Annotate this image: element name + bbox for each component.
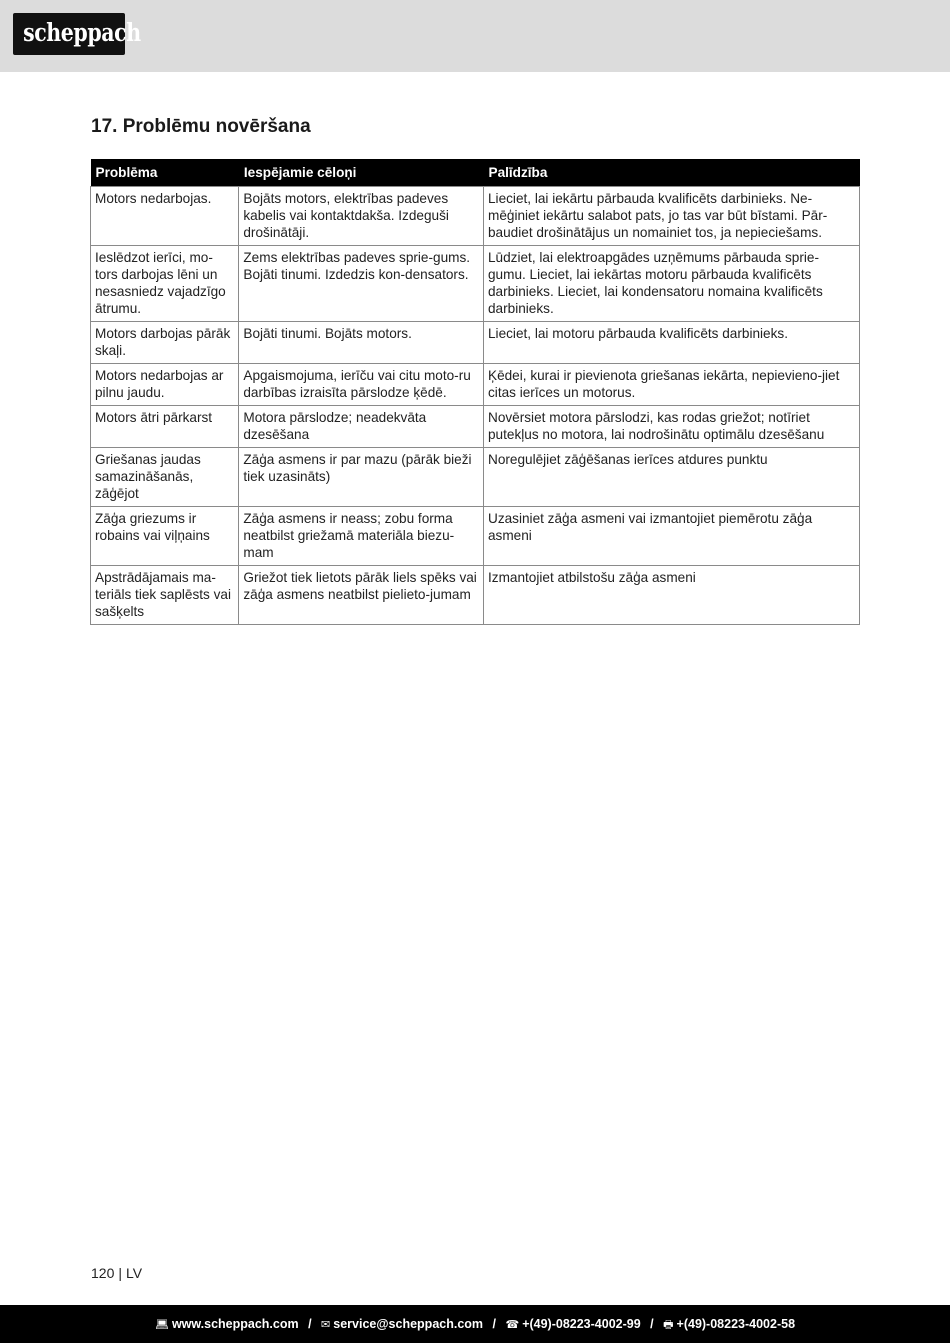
cause-cell: Bojāti tinumi. Bojāts motors.	[239, 322, 484, 364]
problem-cell: Motors nedarbojas ar pilnu jaudu.	[91, 364, 239, 406]
cause-cell: Zāģa asmens ir par mazu (pārāk bieži tiek uzasināts)	[239, 448, 484, 507]
page-number-value: 120	[91, 1265, 115, 1281]
cause-cell: Zāģa asmens ir neass; zobu forma neatbilst griežamā materiāla biezu-mam	[239, 507, 484, 566]
table-row	[91, 322, 860, 364]
cause-cell: Apgaismojuma, ierīču vai citu moto-ru darbības izraisīta pārslodze ķēdē.	[239, 364, 484, 406]
remedy-cell: Izmantojiet atbilstošu zāģa asmeni	[484, 566, 860, 625]
table-row	[91, 507, 860, 566]
remedy-cell: Uzasiniet zāģa asmeni vai izmantojiet piemērotu zāģa asmeni	[484, 507, 860, 566]
phone-number: +(49)-08223-4002-99	[522, 1317, 641, 1331]
problem-cell: Zāģa griezums ir robains vai viļņains	[91, 507, 239, 566]
footer-divider: /	[308, 1317, 312, 1331]
computer-icon: 💻︎	[154, 1319, 169, 1331]
column-header-remedy: Palīdzība	[484, 159, 860, 187]
remedy-cell: Lūdziet, lai elektroapgādes uzņēmums pārbauda sprie-gumu. Lieciet, lai iekārtas motoru pārbauda kvalificēts darbinieks. Lieciet, lai kondensatoru nomaina kvalificēts darbinieks.	[484, 246, 860, 322]
fax-number: +(49)-08223-4002-58	[676, 1317, 796, 1331]
page-number	[91, 1265, 142, 1281]
cause-cell: Bojāts motors, elektrības padeves kabelis vai kontaktdakša. Izdeguši drošinātāji.	[239, 187, 484, 246]
problem-cell: Motors ātri pārkarst	[91, 406, 239, 448]
cause-cell: Zems elektrības padeves sprie-gums. Bojāti tinumi. Izdedzis kon-densators.	[239, 246, 484, 322]
table-row	[91, 448, 860, 507]
language-code: LV	[126, 1265, 143, 1281]
email-icon: ✉︎	[321, 1319, 331, 1331]
troubleshooting-table	[90, 159, 860, 625]
table-row	[91, 566, 860, 625]
remedy-cell: Lieciet, lai motoru pārbauda kvalificēts darbinieks.	[484, 322, 860, 364]
contact-footer	[0, 1305, 950, 1343]
footer-divider: /	[492, 1317, 496, 1331]
problem-cell: Apstrādājamais ma-teriāls tiek saplēsts vai sašķelts	[91, 566, 239, 625]
problem-cell: Griešanas jaudas samazināšanās, zāģējot	[91, 448, 239, 507]
table-header-row	[91, 159, 860, 187]
remedy-cell: Ķēdei, kurai ir pievienota griešanas iekārta, nepievieno-jiet citas ierīces un motorus.	[484, 364, 860, 406]
fax-icon: 🖶︎	[663, 1319, 674, 1331]
remedy-cell: Noregulējiet zāģēšanas ierīces atdures punktu	[484, 448, 860, 507]
scheppach-logo	[13, 13, 141, 55]
column-header-causes: Iespējamie cēloņi	[239, 159, 484, 187]
problem-cell: Motors darbojas pārāk skaļi.	[91, 322, 239, 364]
problem-cell: Motors nedarbojas.	[91, 187, 239, 246]
column-header-problem: Problēma	[91, 159, 239, 187]
problem-cell: Ieslēdzot ierīci, mo-tors darbojas lēni un nesasniedz vajadzīgo ātrumu.	[91, 246, 239, 322]
table-row	[91, 406, 860, 448]
cause-cell: Motora pārslodze; neadekvāta dzesēšana	[239, 406, 484, 448]
page-title: 17. Problēmu novēršana	[91, 116, 311, 137]
remedy-cell: Novērsiet motora pārslodzi, kas rodas griežot; notīriet putekļus no motora, lai nodrošinātu optimālu dzesēšanu	[484, 406, 860, 448]
page-number-separator: |	[118, 1265, 122, 1281]
phone-icon: ☎	[505, 1319, 520, 1331]
table-row	[91, 364, 860, 406]
website-link[interactable]: www.scheppach.com	[171, 1317, 299, 1331]
table-row	[91, 246, 860, 322]
footer-divider: /	[650, 1317, 654, 1331]
remedy-cell: Lieciet, lai iekārtu pārbauda kvalificēts darbinieks. Ne-mēģiniet iekārtu salabot pats, jo tas var būt bīstami. Pār-baudiet drošinātājus un nomainiet tos, ja nepieciešams.	[484, 187, 860, 246]
logo-text: scheppach	[23, 18, 141, 47]
header-bar	[0, 0, 950, 72]
table-row	[91, 187, 860, 246]
cause-cell: Griežot tiek lietots pārāk liels spēks vai zāģa asmens neatbilst pielieto-jumam	[239, 566, 484, 625]
email-link[interactable]: service@scheppach.com	[333, 1317, 484, 1331]
